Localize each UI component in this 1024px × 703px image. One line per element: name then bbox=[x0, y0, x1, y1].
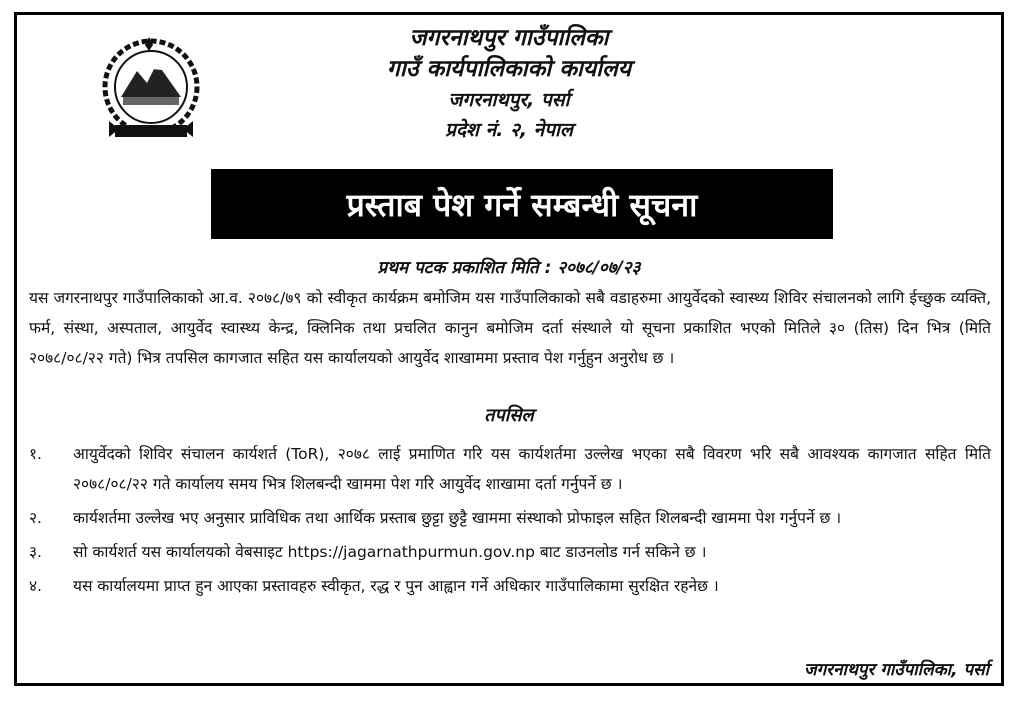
list-item-text: सो कार्यशर्त यस कार्यालयको वेबसाइट https://jagarnathpurmun.gov.np बाट डाउनलोड गर्न सकिने छ । bbox=[73, 543, 707, 561]
list-item-number: ३. bbox=[29, 543, 42, 561]
list-item bbox=[29, 571, 991, 601]
list-item-text: यस कार्यालयमा प्राप्त हुन आएका प्रस्तावहरु स्वीकृत, रद्ध र पुन आह्वान गर्ने अधिकार गाउँपालिकामा सुरक्षित रहनेछ । bbox=[73, 577, 719, 595]
notice-frame bbox=[14, 12, 1004, 686]
list-item-text: कार्यशर्तमा उल्लेख भए अनुसार प्राविधिक तथा आर्थिक प्रस्ताब छुट्टा छुट्टै खाममा संस्थाको प्रोफाइल सहित शिलबन्दी खाममा पेश गर्नुपर्ने छ । bbox=[73, 509, 842, 527]
list-item-number: १. bbox=[29, 445, 42, 463]
office-header bbox=[17, 23, 1001, 145]
notice-title: प्रस्ताब पेश गर्ने सम्बन्धी सूचना bbox=[346, 185, 698, 224]
list-item-number: २. bbox=[29, 509, 42, 527]
details-list bbox=[29, 439, 991, 605]
list-item bbox=[29, 503, 991, 533]
province-country: प्रदेश नं. २, नेपाल bbox=[445, 119, 573, 141]
list-item bbox=[29, 537, 991, 567]
list-item-text: आयुर्वेदको शिविर संचालन कार्यशर्त (ToR), २०७८ लाई प्रमाणित गरि यस कार्यशर्तमा उल्लेख भएका सबै विवरण भरि सबै आवश्यक कागजात सहित मिति २०७८/०८/२२ गते कार्यालय समय भित्र शिलबन्दी खाममा पेश गरि आयुर्वेद शाखामा दर्ता गर्नुपर्ने छ । bbox=[73, 445, 991, 493]
intro-paragraph: यस जगरनाथपुर गाउँपालिकाको आ.व. २०७८/७९ को स्वीकृत कार्यक्रम बमोजिम यस गाउँपालिकाको सबै वडाहरुमा आयुर्वेदको स्वास्थ्य शिविर संचालनको लागि ईच्छुक व्यक्ति, फर्म, संस्था, अस्पताल, आयुर्वेद स्वास्थ्य केन्द्र, क्लिनिक तथा प्रचलित कानुन बमोजिम दर्ता संस्थाले यो सूचना प्रकाशित भएको मितिले ३० (तिस) दिन भित्र (मिति २०७८/०८/२२ गते) भित्र तपसिल कागजात सहित यस कार्यालयको आयुर्वेद शाखाममा प्रस्ताव पेश गर्नुहुन अनुरोध छ । bbox=[29, 289, 991, 367]
signature-line: जगरनाथपुर गाउँपालिका, पर्सा bbox=[803, 660, 989, 680]
details-heading: तपसिल bbox=[484, 405, 534, 426]
office-name: गाउँ कार्यपालिकाको कार्यालय bbox=[386, 56, 632, 82]
publication-date: प्रथम पटक प्रकाशित मिति : २०७८/०७/२३ bbox=[377, 258, 641, 278]
office-location: जगरनाथपुर, पर्सा bbox=[448, 89, 570, 111]
municipality-name: जगरनाथपुर गाउँपालिका bbox=[409, 25, 609, 51]
list-item bbox=[29, 439, 991, 499]
list-item-number: ४. bbox=[29, 577, 42, 595]
notice-title-banner bbox=[211, 169, 833, 239]
